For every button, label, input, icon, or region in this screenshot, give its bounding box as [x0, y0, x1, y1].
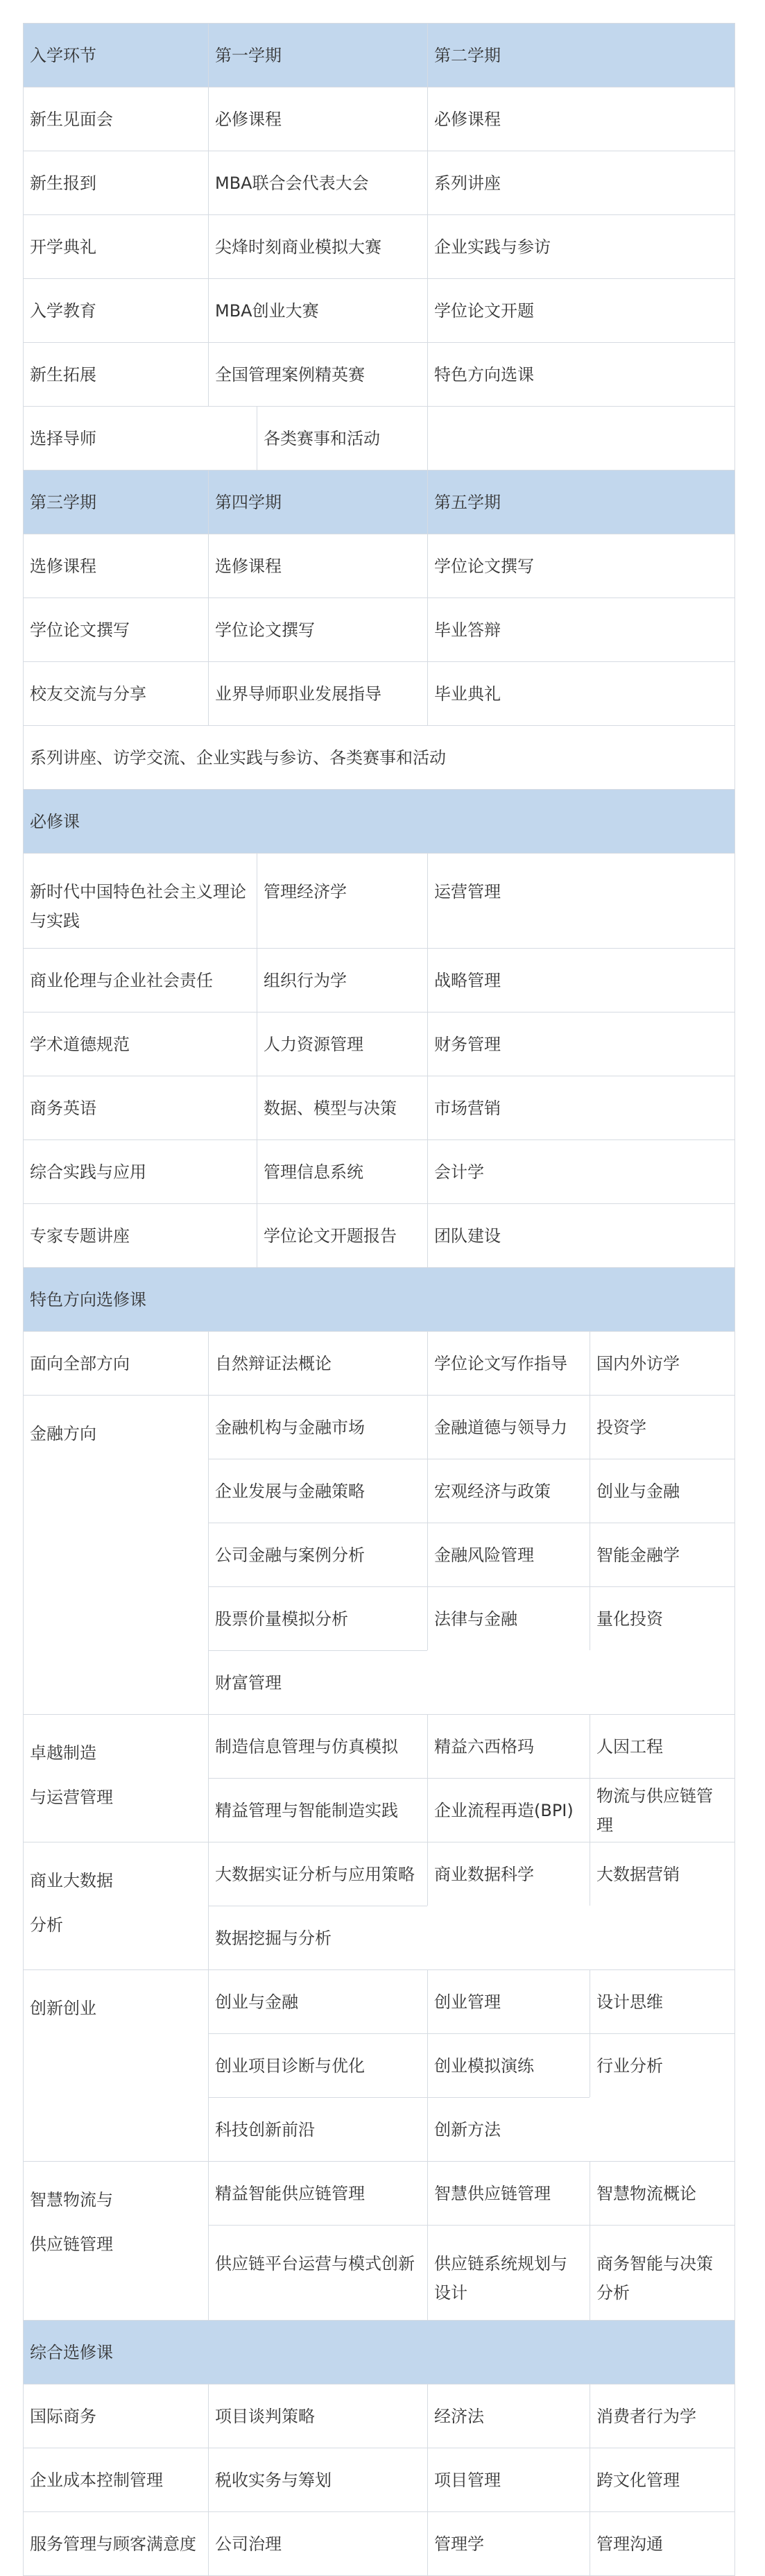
cell-text: 尖烽时刻商业模拟大赛	[215, 237, 381, 257]
cell-text: 大数据营销	[596, 1864, 680, 1884]
table-cell	[257, 406, 427, 470]
section-title	[23, 2320, 734, 2384]
cell-text: 全国管理案例精英赛	[215, 364, 365, 384]
table-cell	[427, 853, 734, 948]
cell-text: 制造信息管理与仿真模拟	[215, 1736, 398, 1756]
cell-text: 供应链管理	[30, 2235, 113, 2254]
table-cell	[427, 406, 734, 470]
cell-text: 新生拓展	[30, 364, 96, 384]
cell-text: 物流与供应链管理	[596, 1786, 713, 1835]
table-cell	[208, 1459, 427, 1523]
cell-text: 企业成本控制管理	[30, 2470, 163, 2490]
section-header-cell	[23, 23, 208, 87]
cell-text: 精益管理与智能制造实践	[215, 1800, 398, 1820]
cell-text: 系列讲座	[434, 173, 501, 193]
cell-text: 企业流程再造(BPI)	[434, 1800, 574, 1820]
table-cell	[427, 2225, 590, 2320]
table-cell	[208, 1586, 427, 1650]
cell-text: 创新创业	[30, 1999, 96, 2018]
table-cell	[427, 342, 734, 406]
table-cell	[208, 2511, 427, 2575]
table-border-right	[734, 23, 735, 2575]
table-cell	[427, 1203, 734, 1267]
section-header-cell	[208, 23, 427, 87]
cell-text: 第五学期	[434, 492, 501, 512]
cell-text: 创业项目诊断与优化	[215, 2056, 365, 2076]
cell-text: 商业大数据	[30, 1871, 113, 1890]
table-cell	[427, 2097, 590, 2161]
cell-text: 数据挖掘与分析	[215, 1928, 332, 1948]
cell-text: 学位论文开题报告	[264, 1226, 397, 1246]
cell-text: 必修课程	[434, 109, 501, 129]
cell-text: 选修课程	[215, 556, 282, 576]
table-cell	[590, 1331, 734, 1395]
cell-text: 创业与金融	[596, 1481, 680, 1501]
cell-text: 入学教育	[30, 300, 96, 321]
direction-name	[23, 1395, 208, 1714]
table-cell	[257, 853, 427, 948]
table-cell	[23, 342, 208, 406]
cell-text: 财富管理	[215, 1672, 282, 1693]
cell-text: 金融机构与金融市场	[215, 1417, 365, 1437]
section-title	[23, 1267, 734, 1331]
cell-text: 企业发展与金融策略	[215, 1481, 365, 1501]
table-cell	[208, 214, 427, 278]
table-cell	[427, 214, 734, 278]
table-cell	[427, 278, 734, 342]
table-cell	[590, 2384, 734, 2448]
cell-text: MBA创业大赛	[215, 300, 319, 321]
cell-text: 创业模拟演练	[434, 2056, 534, 2076]
cell-text: 学位论文撰写	[30, 620, 130, 640]
cell-text: 投资学	[596, 1417, 646, 1437]
table-cell	[23, 2511, 208, 2575]
cell-text: 设计思维	[596, 1992, 663, 2012]
table-cell	[208, 87, 427, 151]
table-cell	[427, 1969, 590, 2033]
cell-text: 学位论文撰写	[434, 556, 534, 576]
table-cell	[427, 151, 734, 214]
cell-text: 必修课	[30, 811, 80, 831]
cell-text: 各类赛事和活动	[264, 428, 380, 448]
table-cell	[590, 1714, 734, 1778]
table-cell	[427, 661, 734, 725]
cell-text: 学术道德规范	[30, 1034, 130, 1054]
table-cell	[427, 948, 734, 1012]
table-cell	[427, 1331, 590, 1395]
cell-text: 团队建设	[434, 1226, 501, 1246]
table-cell	[427, 1523, 590, 1586]
table-cell	[590, 2448, 734, 2511]
direction-name	[23, 1714, 208, 1842]
table-cell	[208, 2033, 427, 2097]
cell-text: 精益智能供应链管理	[215, 2183, 365, 2203]
direction-name	[23, 1842, 208, 1969]
table-cell	[23, 853, 257, 948]
cell-text: 与运营管理	[30, 1788, 113, 1807]
cell-text: 综合实践与应用	[30, 1162, 146, 1182]
cell-text: 智慧物流概论	[596, 2183, 696, 2203]
table-cell	[590, 1523, 734, 1586]
cell-text: 商业伦理与企业社会责任	[30, 970, 213, 990]
table-cell	[208, 1523, 427, 1586]
table-cell	[257, 1203, 427, 1267]
cell-text: 金融风险管理	[434, 1545, 534, 1565]
cell-text: 商务英语	[30, 1098, 96, 1118]
cell-text: 精益六西格玛	[434, 1736, 534, 1756]
cell-text: 税收实务与筹划	[215, 2470, 332, 2490]
cell-text: 企业实践与参访	[434, 237, 551, 257]
direction-name	[23, 1969, 208, 2161]
section-header-cell	[427, 23, 734, 87]
cell-text: 量化投资	[596, 1609, 663, 1629]
cell-text: 跨文化管理	[596, 2470, 680, 2490]
table-cell	[208, 1778, 427, 1842]
cell-text: 选择导师	[30, 428, 96, 448]
cell-text: 学位论文撰写	[215, 620, 315, 640]
cell-text: 金融道德与领导力	[434, 1417, 567, 1437]
table-cell	[427, 1586, 590, 1650]
cell-text: 公司治理	[215, 2534, 282, 2554]
cell-text: 行业分析	[596, 2056, 663, 2076]
table-cell	[208, 2384, 427, 2448]
table-cell	[427, 1842, 590, 1906]
table-cell	[427, 598, 734, 661]
table-cell	[208, 598, 427, 661]
table-cell	[208, 278, 427, 342]
cell-text: 组织行为学	[264, 970, 347, 990]
cell-text: 大数据实证分析与应用策略	[215, 1864, 415, 1884]
table-cell	[427, 534, 734, 598]
direction-name	[23, 2161, 208, 2320]
table-cell	[23, 948, 257, 1012]
cell-text: 第一学期	[215, 45, 282, 65]
cell-text: 服务管理与顾客满意度	[30, 2534, 196, 2554]
cell-text: 管理经济学	[264, 882, 347, 901]
cell-text: 商务智能与决策分析	[596, 2254, 713, 2303]
cell-text: 管理沟通	[596, 2534, 663, 2554]
cell-text: 供应链系统规划与设计	[434, 2254, 567, 2303]
cell-text: 新时代中国特色社会主义理论与实践	[30, 882, 246, 931]
cell-text: 创新方法	[434, 2119, 501, 2139]
cell-text: 创业与金融	[215, 1992, 298, 2012]
table-cell	[208, 1650, 427, 1714]
table-cell	[208, 2448, 427, 2511]
table-cell	[23, 1203, 257, 1267]
table-cell	[23, 534, 208, 598]
table-cell	[23, 87, 208, 151]
cell-text: 项目管理	[434, 2470, 501, 2490]
cell-text: MBA联合会代表大会	[215, 173, 369, 193]
table-cell	[590, 2511, 734, 2575]
table-cell	[427, 1012, 734, 1076]
table-cell	[427, 2384, 590, 2448]
cell-text: 面向全部方向	[30, 1353, 130, 1373]
cell-text: 校友交流与分享	[30, 684, 146, 704]
cell-text: 财务管理	[434, 1034, 501, 1054]
table-cell	[427, 1139, 734, 1203]
table-cell	[208, 1842, 427, 1906]
cell-text: 学位论文写作指导	[434, 1353, 567, 1373]
cell-text: 专家专题讲座	[30, 1226, 130, 1246]
cell-text: 特色方向选课	[434, 364, 534, 384]
table-cell	[427, 1459, 590, 1523]
table-cell	[208, 1906, 427, 1969]
table-cell	[208, 1395, 427, 1459]
table-cell	[590, 1395, 734, 1459]
cell-text: 项目谈判策略	[215, 2406, 315, 2426]
cell-text: 人力资源管理	[264, 1034, 363, 1054]
cell-text: 入学环节	[30, 45, 96, 65]
table-cell	[257, 1012, 427, 1076]
table-cell	[427, 1076, 734, 1139]
table-cell	[590, 1586, 734, 1650]
table-cell	[208, 2097, 427, 2161]
table-cell	[427, 2448, 590, 2511]
cell-text: 战略管理	[434, 970, 501, 990]
cell-text: 市场营销	[434, 1098, 501, 1118]
table-cell	[208, 534, 427, 598]
table-cell	[208, 2225, 427, 2320]
cell-text: 开学典礼	[30, 237, 96, 257]
table-cell	[427, 2033, 590, 2097]
table-cell	[590, 1969, 734, 2033]
table-cell	[23, 406, 257, 470]
cell-text: 科技创新前沿	[215, 2119, 315, 2139]
cell-text: 分析	[30, 1915, 63, 1935]
table-cell	[257, 1139, 427, 1203]
cell-text: 系列讲座、访学交流、企业实践与参访、各类赛事和活动	[30, 747, 446, 768]
section-header-cell	[427, 470, 734, 534]
table-cell	[23, 1331, 208, 1395]
cell-text: 智慧供应链管理	[434, 2183, 551, 2203]
cell-text: 智能金融学	[596, 1545, 680, 1565]
cell-text: 公司金融与案例分析	[215, 1545, 365, 1565]
cell-text: 消费者行为学	[596, 2406, 696, 2426]
table-cell	[208, 2161, 427, 2225]
table-cell	[23, 151, 208, 214]
cell-text: 创业管理	[434, 1992, 501, 2012]
cell-text: 选修课程	[30, 556, 96, 576]
table-cell	[208, 661, 427, 725]
cell-text: 学位论文开题	[434, 300, 534, 321]
table-cell	[257, 1076, 427, 1139]
table-cell	[23, 661, 208, 725]
cell-text: 新生见面会	[30, 109, 113, 129]
cell-text: 经济法	[434, 2406, 484, 2426]
section-title	[23, 789, 734, 853]
cell-text: 运营管理	[434, 882, 501, 901]
table-cell	[208, 342, 427, 406]
cell-text: 自然辩证法概论	[215, 1353, 332, 1373]
cell-text: 人因工程	[596, 1736, 663, 1756]
table-cell	[208, 1714, 427, 1778]
cell-text: 宏观经济与政策	[434, 1481, 551, 1501]
section-header-cell	[208, 470, 427, 534]
table-cell	[427, 1714, 590, 1778]
cell-text: 特色方向选修课	[30, 1289, 146, 1310]
table-cell	[590, 2033, 734, 2097]
cell-text: 管理学	[434, 2534, 484, 2554]
cell-text: 综合选修课	[30, 2342, 113, 2362]
cell-text: 业界导师职业发展指导	[215, 684, 381, 704]
section-header-cell	[23, 470, 208, 534]
table-cell	[23, 278, 208, 342]
cell-text: 新生报到	[30, 173, 96, 193]
cell-text: 股票价量模拟分析	[215, 1609, 348, 1629]
cell-text: 供应链平台运营与模式创新	[215, 2254, 415, 2273]
table-cell	[208, 151, 427, 214]
table-cell	[23, 2448, 208, 2511]
cell-text: 金融方向	[30, 1424, 96, 1443]
cell-text: 会计学	[434, 1162, 484, 1182]
cell-text: 法律与金融	[434, 1609, 517, 1629]
cell-text: 数据、模型与决策	[264, 1098, 397, 1118]
table-cell	[590, 2225, 734, 2320]
table-cell	[590, 1459, 734, 1523]
cell-text: 卓越制造	[30, 1743, 96, 1763]
table-cell	[23, 214, 208, 278]
table-cell	[208, 1969, 427, 2033]
table-cell	[23, 598, 208, 661]
table-cell	[427, 2511, 590, 2575]
cell-text: 必修课程	[215, 109, 282, 129]
cell-text: 国内外访学	[596, 1353, 680, 1373]
cell-text: 毕业答辩	[434, 620, 501, 640]
table-cell	[590, 1778, 734, 1842]
table-cell	[590, 2161, 734, 2225]
table-cell	[590, 1842, 734, 1906]
table-cell	[23, 1012, 257, 1076]
cell-text: 第四学期	[215, 492, 282, 512]
table-cell	[427, 1395, 590, 1459]
table-cell	[23, 1076, 257, 1139]
table-cell	[23, 725, 734, 789]
table-cell	[208, 1331, 427, 1395]
table-cell	[427, 87, 734, 151]
table-cell	[257, 948, 427, 1012]
cell-text: 管理信息系统	[264, 1162, 363, 1182]
table-cell	[23, 2384, 208, 2448]
cell-text: 商业数据科学	[434, 1864, 534, 1884]
cell-text: 毕业典礼	[434, 684, 501, 704]
table-cell	[427, 2161, 590, 2225]
table-cell	[427, 1778, 590, 1842]
table-cell	[23, 1139, 257, 1203]
cell-text: 第三学期	[30, 492, 96, 512]
cell-text: 国际商务	[30, 2406, 96, 2426]
cell-text: 第二学期	[434, 45, 501, 65]
cell-text: 智慧物流与	[30, 2190, 113, 2210]
